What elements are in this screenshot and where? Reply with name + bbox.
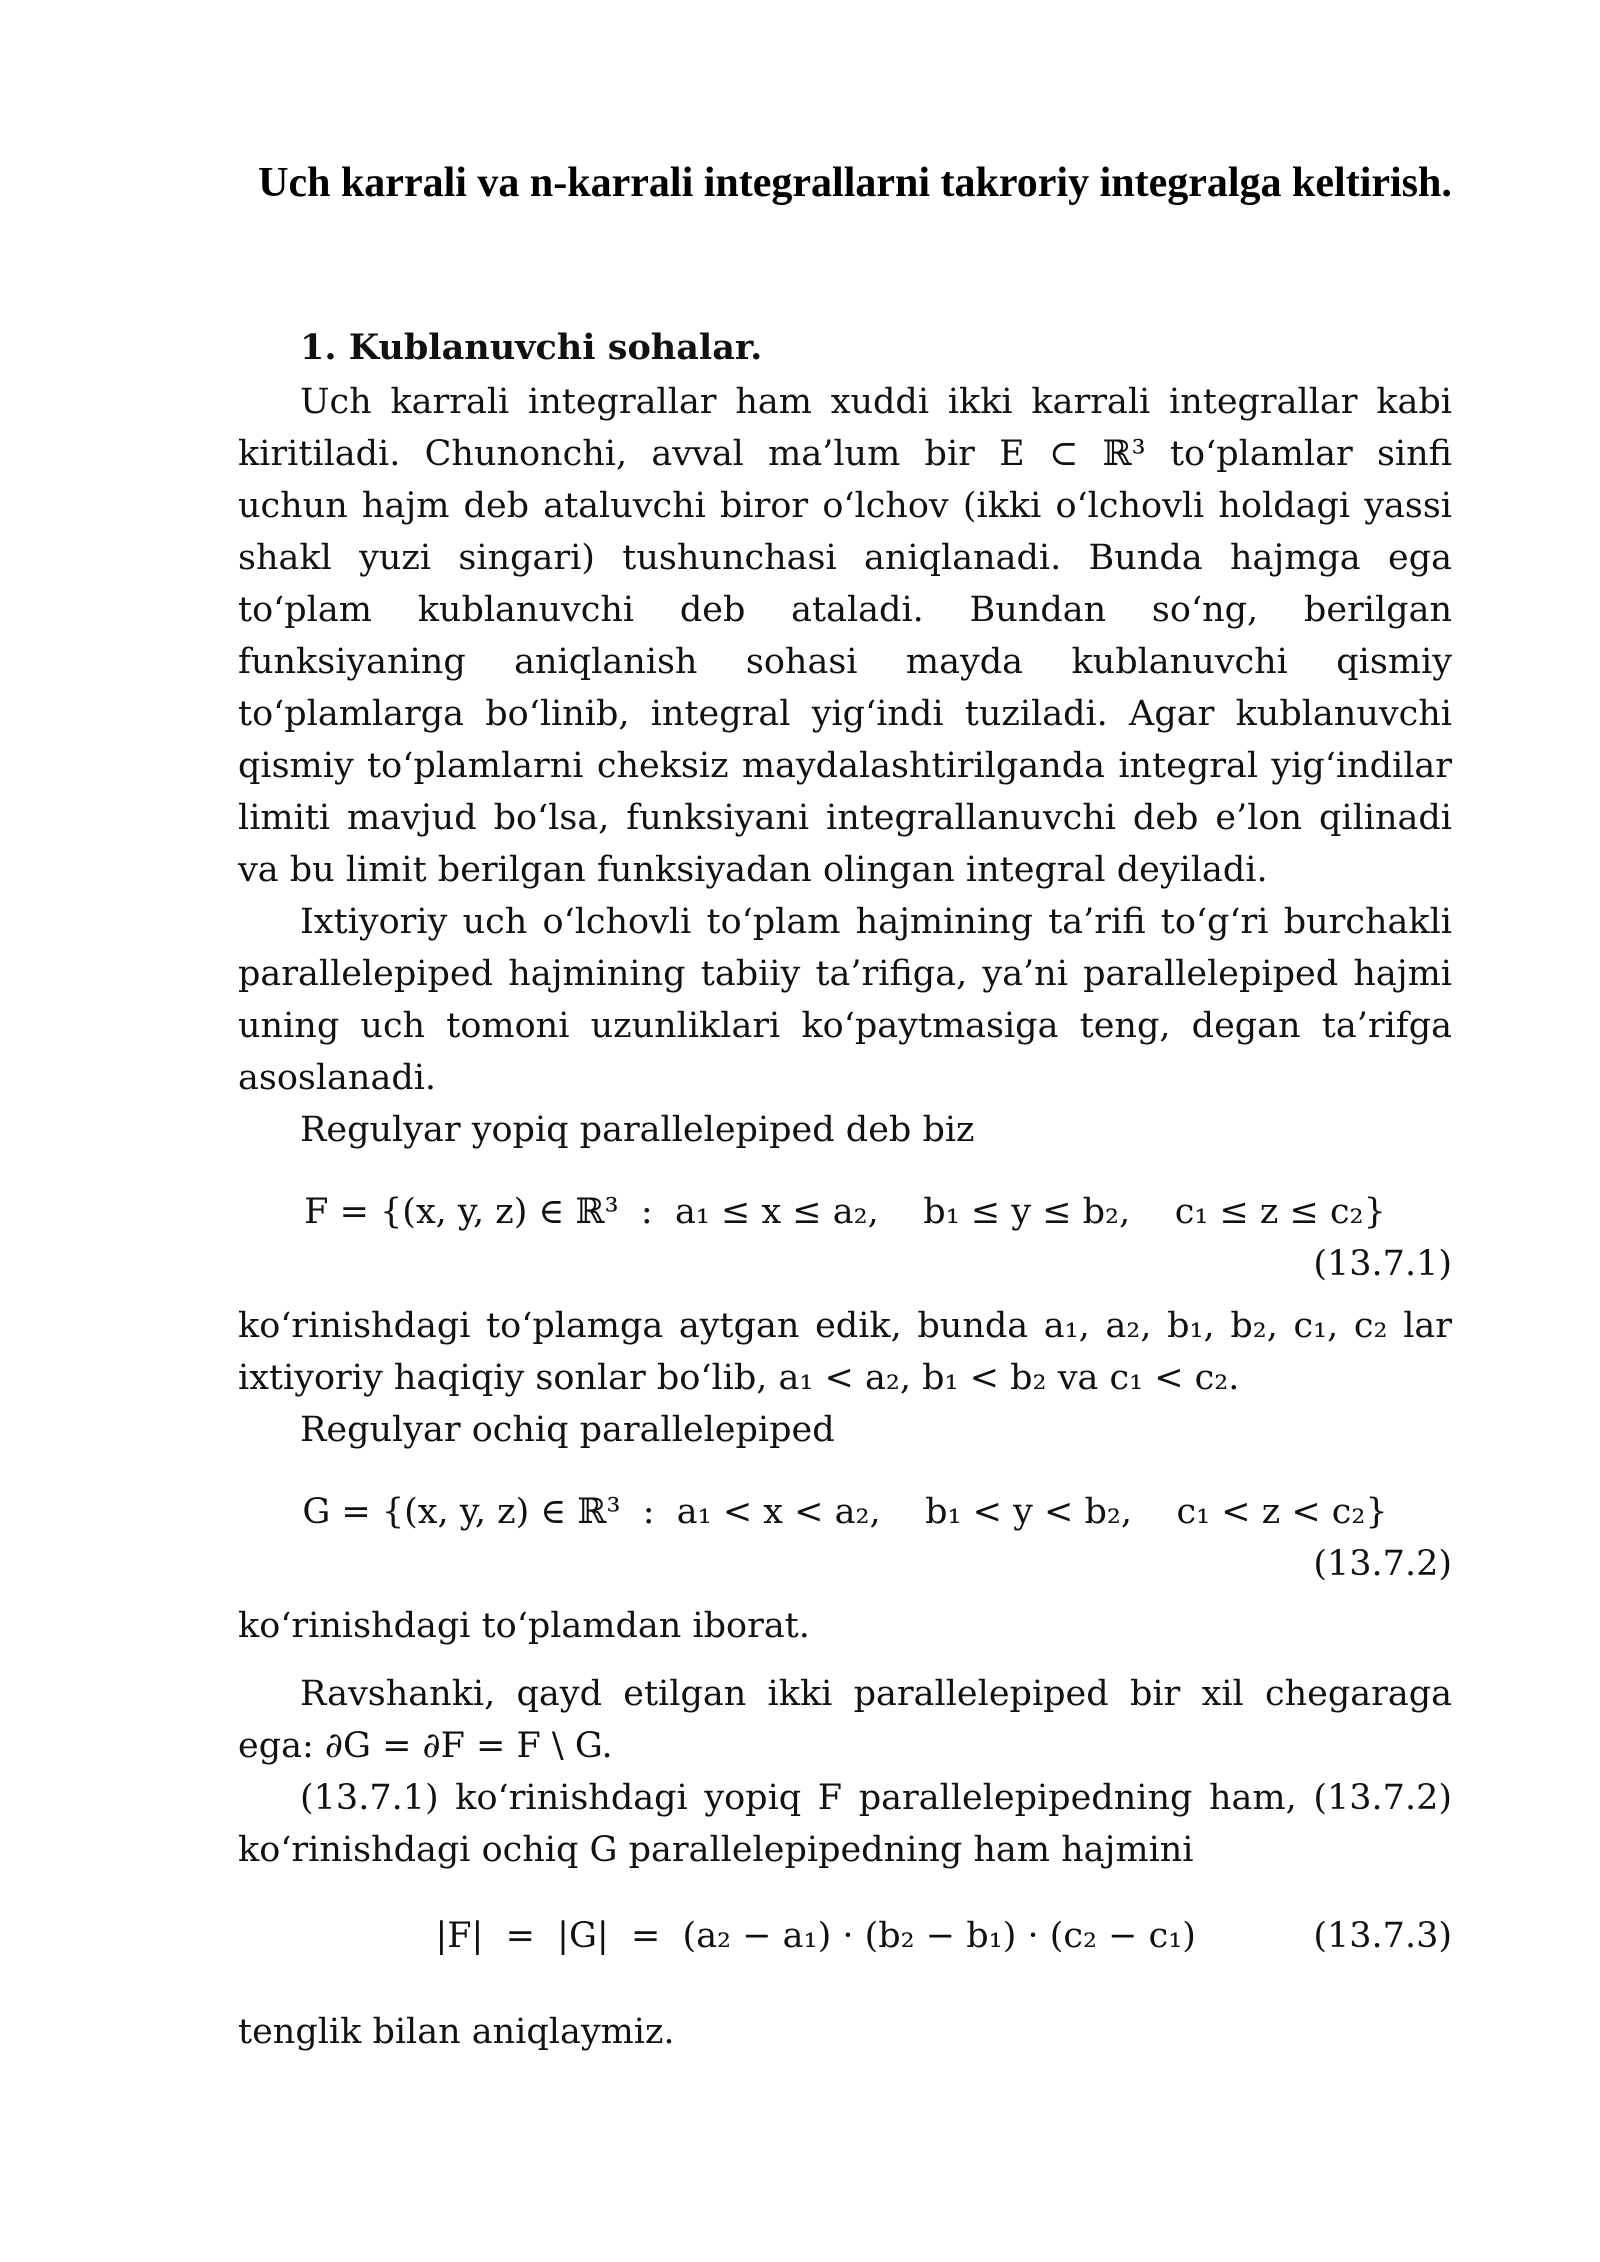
equation-number: (13.7.1) [1313,1244,1452,1284]
paragraph-closed-explanation: ko‘rinishdagi to‘plamga aytgan edik, bunda a₁, a₂, b₁, b₂, c₁, c₂ lar ixtiyoriy haqiqiy sonlar bo‘lib, a₁ < a₂, b₁ < b₂ va c₁ < c₂. [238,1306,1452,1398]
paragraph-intro: Uch karrali integrallar ham xuddi ikki karrali integrallar kabi kiritiladi. Chunonchi, avval ma’lum bir E ⊂ ℝ³ to‘plamlar sinfi uchun hajm deb ataluvchi biror o‘lchov (ikki o‘lchovli holdagi yassi shakl yuzi singari) tushunchasi aniqlanadi. Bunda hajmga ega to‘plam kublanuvchi deb ataladi. Bundan so‘ng, berilgan funksiyaning aniqlanish sohasi mayda kublanuvchi qismiy to‘plamlarga bo‘linib, integral yig‘indi tuziladi. Agar kublanuvchi qismiy to‘plamlarni cheksiz maydalashtirilganda integral yig‘indilar limiti mavjud bo‘lsa, funksiyani integrallanuvchi deb e’lon qilinadi va bu limit berilgan funksiyadan olingan integral deyiladi. [238,382,1452,890]
paragraph-open-explanation: ko‘rinishdagi to‘plamdan iborat. [238,1606,810,1646]
equation-13-7-3 [238,1910,1452,1962]
equation-number: (13.7.3) [1313,1916,1452,1956]
page-title: Uch karrali va n-karrali integrallarni takroriy integralga keltirish. [258,160,1452,206]
paragraph-volume-definition: Ixtiyoriy uch o‘lchovli to‘plam hajmining ta’rifi to‘g‘ri burchakli parallelepiped hajmining tabiiy ta’rifiga, ya’ni parallelepiped hajmi uning uch tomoni uzunliklari ko‘paytmasiga teng, degan ta’rifga asoslanadi. [238,902,1452,1098]
equation-number: (13.7.2) [1313,1544,1452,1584]
paragraph-conclusion: tenglik bilan aniqlaymiz. [238,2012,675,2052]
paragraph-boundary: Ravshanki, qayd etilgan ikki parallelepiped bir xil chegaraga ega: ∂G = ∂F = F \ G. [238,1674,1452,1766]
equation-13-7-2 [238,1486,1452,1590]
equation-open-set: G = {(x, y, z) ∈ ℝ³ : a₁ < x < a₂, b₁ < y < b₂, c₁ < z < c₂} [302,1492,1388,1532]
equation-13-7-1 [238,1186,1452,1290]
equation-closed-set: F = {(x, y, z) ∈ ℝ³ : a₁ ≤ x ≤ a₂, b₁ ≤ y ≤ b₂, c₁ ≤ z ≤ c₂} [304,1192,1386,1232]
paragraph-closed-parallelepiped: Regulyar yopiq parallelepiped deb biz [300,1110,975,1150]
document-body [238,322,1452,2058]
section-heading: 1. Kublanuvchi sohalar. [300,327,763,368]
paragraph-open-parallelepiped: Regulyar ochiq parallelepiped [300,1410,835,1450]
paragraph-volume-statement: (13.7.1) ko‘rinishdagi yopiq F parallelepipedning ham, (13.7.2) ko‘rinishdagi ochiq G parallelepipedning ham hajmini [238,1778,1452,1870]
equation-volume-formula: |F| = |G| = (a₂ − a₁) · (b₂ − b₁) · (c₂ − c₁) [435,1916,1196,1956]
